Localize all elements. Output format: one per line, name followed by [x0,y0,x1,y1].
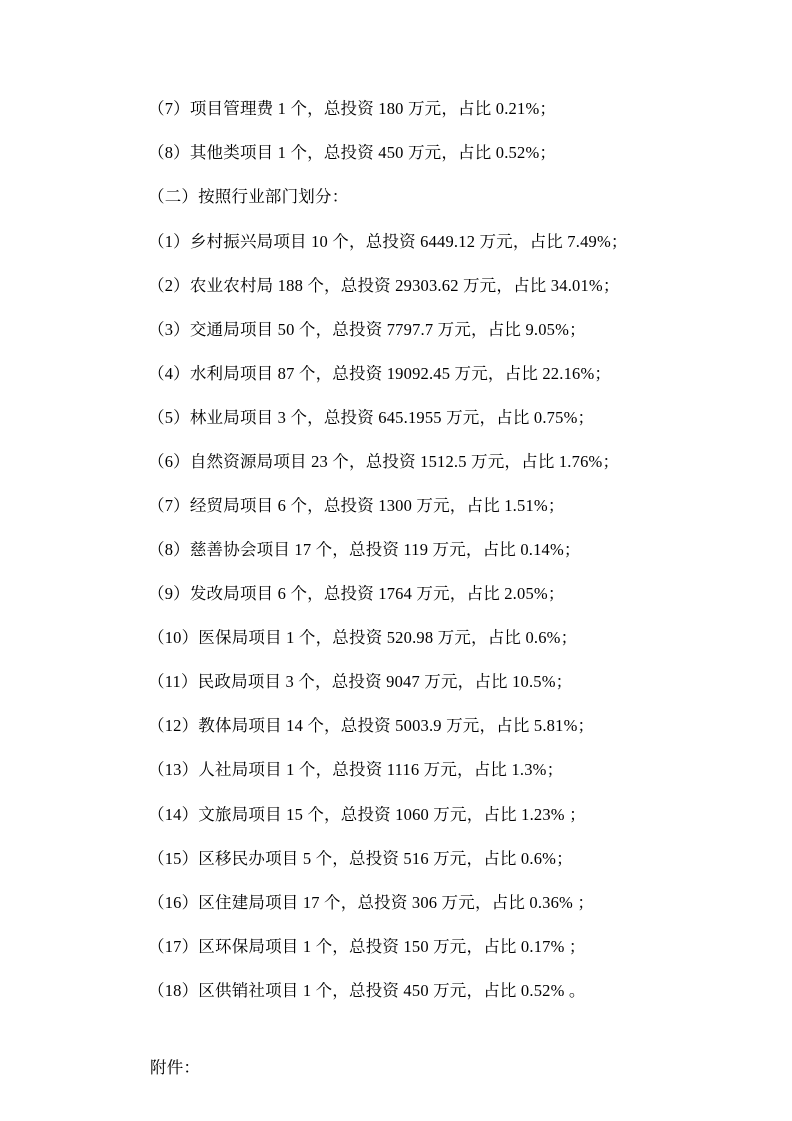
paragraph: （9）发改局项目 6 个，总投资 1764 万元，占比 2.05%； [148,584,565,604]
paragraph: （13）人社局项目 1 个，总投资 1116 万元，占比 1.3%； [148,760,564,780]
paragraph: （11）民政局项目 3 个，总投资 9047 万元，占比 10.5%； [148,672,573,692]
paragraph: （17）区环保局项目 1 个，总投资 150 万元，占比 0.17% ； [148,936,586,956]
paragraph: （6）自然资源局项目 23 个，总投资 1512.5 万元，占比 1.76%； [148,452,620,471]
paragraph: （16）区住建局项目 17 个，总投资 306 万元，占比 0.36% ； [148,892,595,912]
paragraph: （1）乡村振兴局项目 10 个，总投资 6449.12 万元，占比 7.49%； [148,231,628,251]
paragraph: （14）文旅局项目 15 个，总投资 1060 万元，占比 1.23% ； [148,804,586,824]
paragraph: （10）医保局项目 1 个，总投资 520.98 万元，占比 0.6%； [148,628,578,648]
paragraph: （2）农业农村局 188 个，总投资 29303.62 万元，占比 34.01%； [148,275,620,295]
paragraph: （5）林业局项目 3 个，总投资 645.1955 万元，占比 0.75%； [148,407,595,427]
paragraph: （15）区移民办项目 5 个，总投资 516 万元，占比 0.6%； [148,848,573,868]
section-heading: （二）按照行业部门划分： [148,187,349,207]
paragraph: （8）其他类项目 1 个，总投资 450 万元，占比 0.52%； [148,143,557,163]
paragraph: （18）区供销社项目 1 个，总投资 450 万元，占比 0.52% 。 [148,980,586,1000]
paragraph: （7）项目管理费 1 个，总投资 180 万元，占比 0.21%； [148,99,557,118]
paragraph: （7）经贸局项目 6 个，总投资 1300 万元，占比 1.51%； [148,496,565,516]
paragraph: （3）交通局项目 50 个，总投资 7797.7 万元，占比 9.05%； [148,319,586,339]
paragraph: （4）水利局项目 87 个，总投资 19092.45 万元，占比 22.16%； [148,363,612,383]
attachment-label: 附件： [150,1058,201,1078]
paragraph: （12）教体局项目 14 个，总投资 5003.9 万元，占比 5.81%； [148,716,595,736]
paragraph: （8）慈善协会项目 17 个，总投资 119 万元，占比 0.14%； [148,540,581,560]
